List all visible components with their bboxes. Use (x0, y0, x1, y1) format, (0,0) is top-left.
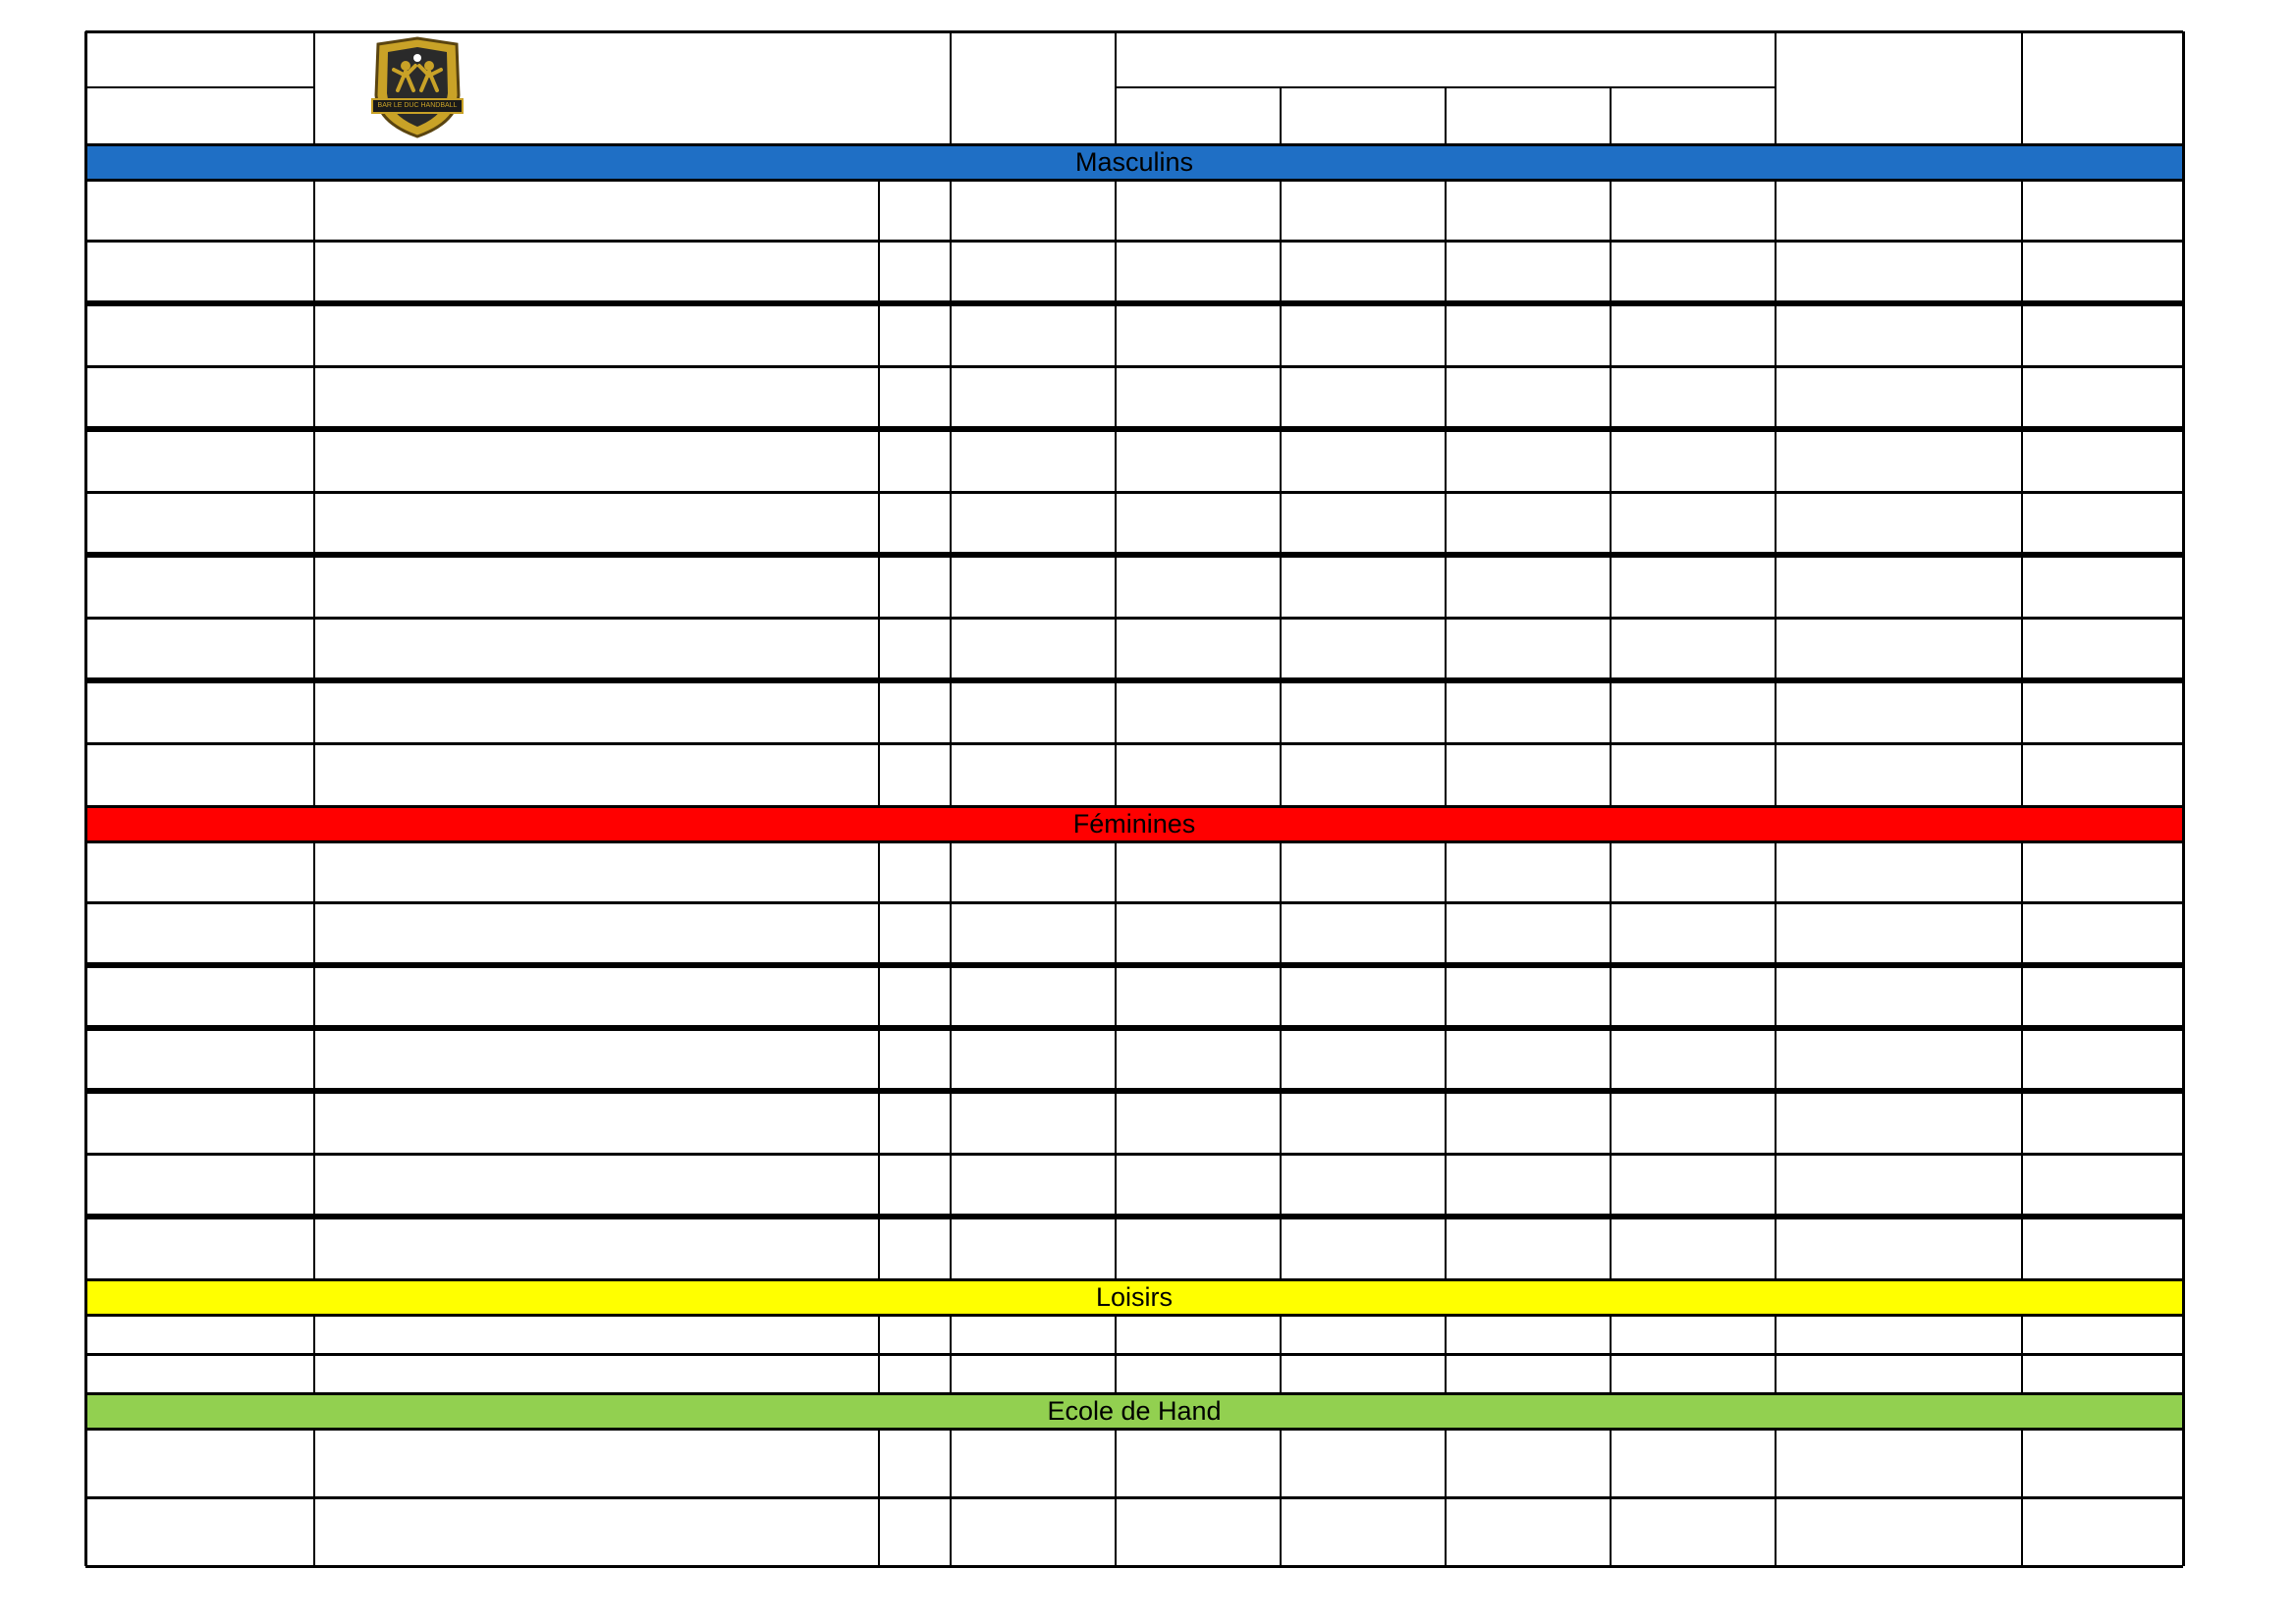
section-band-ecole: Ecole de Hand (85, 1393, 2183, 1429)
column-divider (1280, 1429, 1282, 1566)
club-logo-icon (368, 36, 466, 138)
column-divider (1115, 841, 1117, 1279)
band-border (85, 805, 2183, 808)
category-cell (85, 1429, 314, 1497)
column-divider (313, 1315, 315, 1393)
time-cell (951, 429, 1116, 492)
column-divider (1115, 180, 1117, 806)
column-divider (878, 841, 880, 1279)
gym-mark-cell (1116, 1028, 1281, 1091)
column-divider (2021, 841, 2023, 1279)
hours-label (951, 31, 1116, 144)
table-border (85, 1565, 2183, 1568)
time-cell (951, 965, 1116, 1028)
table-border (84, 31, 87, 1566)
time-cell (951, 1217, 1116, 1279)
gym-mark-cell (1281, 680, 1446, 743)
match-cell (314, 902, 879, 965)
match-cell (314, 965, 879, 1028)
column-divider (2021, 1429, 2023, 1566)
band-border (85, 1278, 2183, 1281)
category-cell (85, 1091, 314, 1154)
column-divider (1115, 1315, 1117, 1393)
column-divider (1280, 180, 1282, 806)
category-cell (85, 1217, 314, 1279)
time-cell (951, 303, 1116, 366)
gym-3-label (1611, 87, 1776, 144)
match-cell (314, 429, 879, 492)
day-note-cell (879, 366, 951, 429)
category-cell (85, 180, 314, 241)
column-divider (1610, 180, 1612, 806)
column-divider (1445, 1429, 1447, 1566)
column-divider (313, 31, 315, 144)
table-row (85, 743, 2183, 806)
column-divider (950, 1429, 952, 1566)
vehicle-label (2022, 31, 2183, 144)
column-divider (878, 1315, 880, 1393)
match-cell (314, 1091, 879, 1154)
gym-mark-cell (1116, 555, 1281, 618)
column-divider (2021, 180, 2023, 806)
column-divider (950, 180, 952, 806)
column-divider (313, 841, 315, 1279)
match-schedule-sheet (85, 31, 2183, 1602)
table-row (85, 1354, 2183, 1393)
gym-0-label (1116, 87, 1281, 144)
column-divider (1280, 87, 1282, 144)
column-divider (1775, 1315, 1777, 1393)
logo-text: BAR LE DUC HANDBALL (377, 101, 458, 109)
column-divider (1115, 1429, 1117, 1566)
column-divider (950, 1315, 952, 1393)
category-cell (85, 1028, 314, 1091)
category-cell (85, 618, 314, 680)
category-cell (85, 902, 314, 965)
time-cell (951, 241, 1116, 303)
column-divider (1775, 841, 1777, 1279)
column-divider (313, 1429, 315, 1566)
gym-2-label (1446, 87, 1611, 144)
designation-label (1776, 31, 2022, 144)
time-cell (951, 1028, 1116, 1091)
category-cell (85, 241, 314, 303)
match-cell (314, 241, 879, 303)
dates-value (85, 87, 314, 144)
match-cell (314, 680, 879, 743)
column-divider (1775, 180, 1777, 806)
category-cell (85, 680, 314, 743)
table-row (85, 492, 2183, 555)
table-border (2182, 31, 2185, 1566)
column-divider (878, 180, 880, 806)
time-cell (951, 841, 1116, 902)
dates-label (85, 31, 314, 87)
match-cell (314, 555, 879, 618)
table-row (85, 1315, 2183, 1354)
time-cell (951, 555, 1116, 618)
column-divider (1445, 1315, 1447, 1393)
column-divider (1610, 1429, 1612, 1566)
gym-mark-cell (1116, 241, 1281, 303)
category-cell (85, 1315, 314, 1354)
section-band-masculins: Masculins (85, 144, 2183, 180)
column-divider (1445, 87, 1447, 144)
category-cell (85, 965, 314, 1028)
match-cell (314, 303, 879, 366)
column-divider (1610, 1315, 1612, 1393)
time-cell (951, 180, 1116, 241)
column-divider (1775, 31, 1777, 144)
gym-mark-cell (1281, 1217, 1446, 1279)
gym-1-label (1281, 87, 1446, 144)
column-divider (1280, 841, 1282, 1279)
section-band-feminines: Féminines (85, 806, 2183, 841)
table-border (85, 30, 2183, 33)
match-cell (314, 180, 879, 241)
column-divider (1610, 87, 1612, 144)
category-cell (85, 1154, 314, 1217)
band-border (85, 1392, 2183, 1395)
column-divider (1280, 1315, 1282, 1393)
section-band-loisirs: Loisirs (85, 1279, 2183, 1315)
category-cell (85, 743, 314, 806)
column-divider (950, 31, 952, 144)
table-row (85, 1429, 2183, 1497)
table-row (85, 1497, 2183, 1566)
column-divider (878, 1429, 880, 1566)
category-cell (85, 492, 314, 555)
category-cell (85, 1354, 314, 1393)
category-cell (85, 555, 314, 618)
column-divider (1445, 180, 1447, 806)
column-divider (1775, 1429, 1777, 1566)
column-divider (313, 180, 315, 806)
header-divider (85, 86, 314, 88)
category-cell (85, 303, 314, 366)
time-cell (951, 1091, 1116, 1154)
page-title (508, 31, 951, 144)
category-cell (85, 429, 314, 492)
match-cell (314, 841, 879, 902)
column-divider (2021, 31, 2023, 144)
gyms-label (1116, 31, 1752, 87)
category-cell (85, 841, 314, 902)
column-divider (950, 841, 952, 1279)
match-cell (314, 1028, 879, 1091)
column-divider (1610, 841, 1612, 1279)
gym-mark-cell (1116, 965, 1281, 1028)
column-divider (2021, 1315, 2023, 1393)
table-row (85, 1154, 2183, 1217)
match-cell (314, 366, 879, 429)
category-cell (85, 1497, 314, 1566)
band-border (85, 143, 2183, 146)
time-cell (951, 902, 1116, 965)
column-divider (1115, 31, 1117, 144)
time-cell (951, 366, 1116, 429)
match-cell (314, 1217, 879, 1279)
column-divider (1445, 841, 1447, 1279)
time-cell (951, 680, 1116, 743)
table-row (85, 618, 2183, 680)
category-cell (85, 366, 314, 429)
